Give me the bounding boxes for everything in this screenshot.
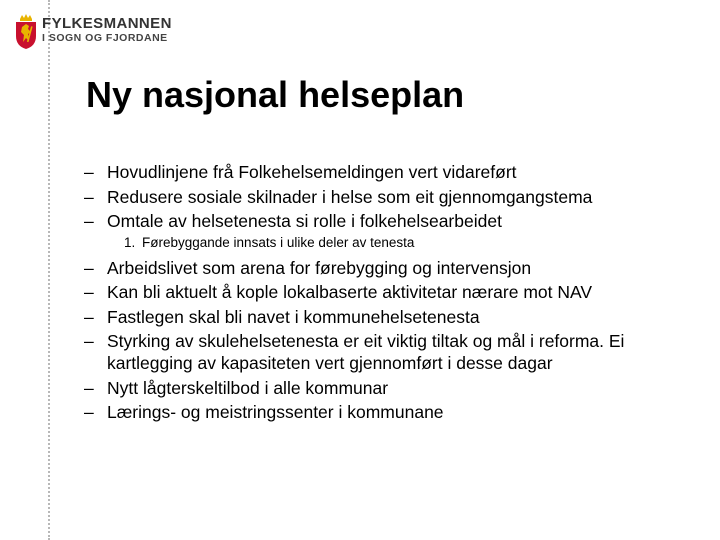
bullet-item bbox=[84, 210, 684, 232]
bullet-item bbox=[84, 161, 684, 183]
organization-logo bbox=[14, 14, 172, 50]
bullet-text: Styrking av skulehelsetenesta er eit viktig tiltak og mål i reforma. Ei kartlegging av kapasiteten vert gjennomført i desse dagar bbox=[107, 331, 625, 373]
organization-name: FYLKESMANNEN bbox=[42, 15, 172, 32]
bullet-text: Fastlegen skal bli navet i kommunehelsetenesta bbox=[107, 306, 480, 327]
bullet-item bbox=[84, 281, 684, 303]
bullet-item bbox=[84, 377, 684, 399]
bullet-marker: – bbox=[84, 402, 94, 422]
bullet-text: Redusere sosiale skilnader i helse som eit gjennomgangstema bbox=[107, 186, 593, 207]
slide-content bbox=[84, 161, 684, 426]
bullet-marker: – bbox=[84, 306, 94, 327]
bullet-marker: – bbox=[84, 186, 94, 207]
bullet-item bbox=[84, 401, 684, 423]
sub-item-text: Førebyggande innsats i ulike deler av tenesta bbox=[142, 234, 415, 250]
bullet-item bbox=[84, 306, 684, 328]
bullet-marker: – bbox=[84, 331, 94, 351]
bullet-text: Lærings- og meistringssenter i kommunane bbox=[107, 402, 444, 422]
slide-title: Ny nasjonal helseplan bbox=[86, 74, 465, 115]
bullet-marker: – bbox=[84, 377, 94, 398]
bullet-text: Arbeidslivet som arena for førebygging og intervensjon bbox=[107, 257, 532, 278]
bullet-item bbox=[84, 186, 684, 208]
bullet-text: Hovudlinjene frå Folkehelsemeldingen vert vidareført bbox=[107, 162, 517, 182]
bullet-marker: – bbox=[84, 162, 94, 182]
bullet-text: Omtale av helsetenesta si rolle i folkehelsearbeidet bbox=[107, 211, 502, 231]
bullet-text: Nytt lågterskeltilbod i alle kommunar bbox=[107, 377, 389, 398]
bullet-item bbox=[84, 330, 684, 374]
dotted-divider-line bbox=[48, 0, 50, 540]
bullet-marker: – bbox=[84, 282, 94, 302]
numbered-sub-item bbox=[124, 235, 684, 251]
bullet-marker: – bbox=[84, 257, 94, 278]
organization-region: I SOGN OG FJORDANE bbox=[42, 32, 168, 44]
bullet-marker: – bbox=[84, 211, 94, 231]
bullet-text: Kan bli aktuelt å kople lokalbaserte aktivitetar nærare mot NAV bbox=[107, 282, 593, 302]
sub-item-number: 1. bbox=[124, 234, 136, 250]
coat-of-arms-icon bbox=[14, 14, 38, 50]
bullet-item bbox=[84, 257, 684, 279]
